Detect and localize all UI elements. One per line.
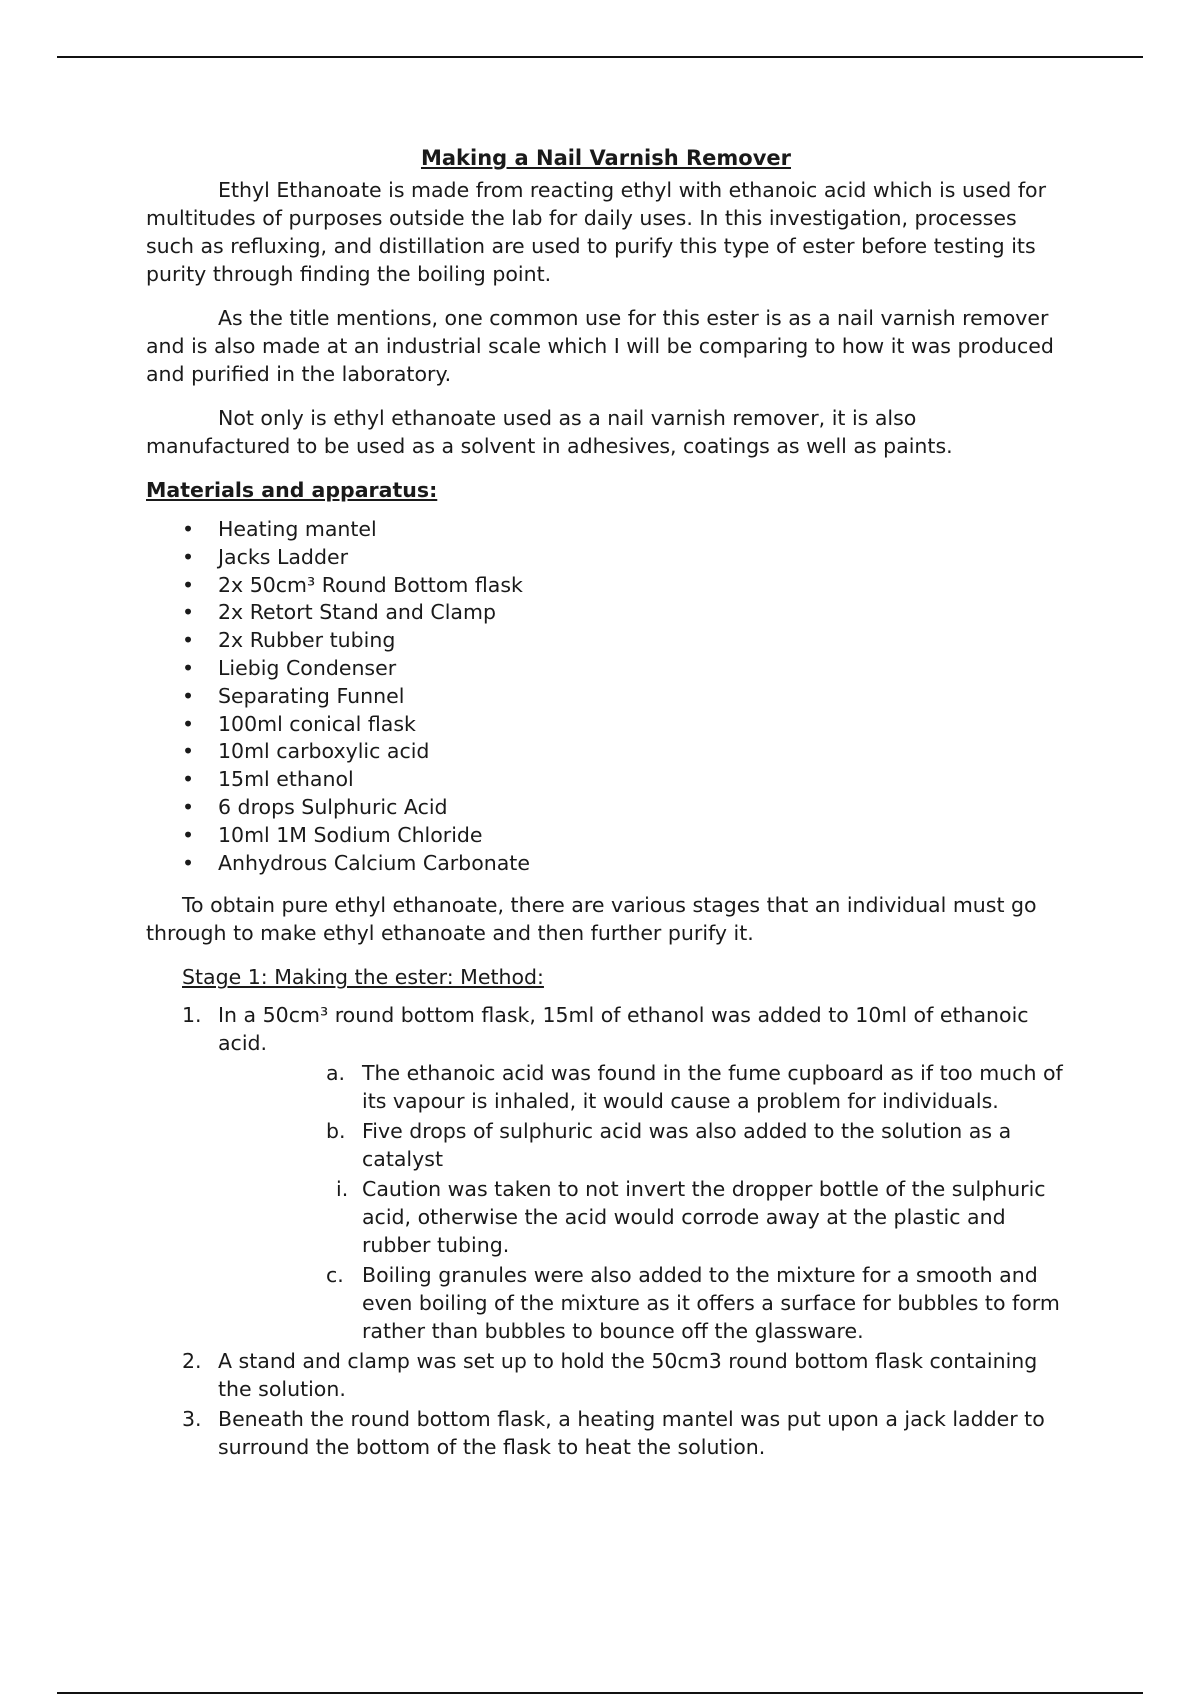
stage-1-heading: Stage 1: Making the ester: Method: (182, 965, 544, 990)
method-substep (218, 1059, 1066, 1115)
step-marker: 1. (182, 1003, 202, 1028)
materials-list-item: • Heating mantel (146, 516, 1066, 544)
substep-text: Five drops of sulphuric acid was also added to the solution as a catalyst (362, 1119, 1012, 1172)
footer-rule (57, 1692, 1143, 1694)
method-step (146, 1405, 1066, 1461)
materials-list-item: • 6 drops Sulphuric Acid (146, 794, 1066, 822)
materials-list-item: • 15ml ethanol (146, 766, 1066, 794)
method-list (146, 1001, 1066, 1461)
step-text: Beneath the round bottom flask, a heating mantel was put upon a jack ladder to surround the bottom of the flask to heat the solution. (218, 1407, 1045, 1460)
materials-list-item: • Separating Funnel (146, 683, 1066, 711)
materials-list-item: • Jacks Ladder (146, 544, 1066, 572)
intro-paragraph: As the title mentions, one common use for this ester is as a nail varnish remover and is also made at an industrial scale which I will be comparing to how it was produced and purified in the laboratory. (146, 306, 1054, 386)
substep-text: Boiling granules were also added to the mixture for a smooth and even boiling of the mixture as it offers a surface for bubbles to form rather than bubbles to bounce off the glassware. (362, 1263, 1060, 1344)
materials-list-item: • 10ml carboxylic acid (146, 738, 1066, 766)
intro-paragraph: Ethyl Ethanoate is made from reacting ethyl with ethanoic acid which is used for multitudes of purposes outside the lab for daily uses. In this investigation, processes such as refluxing, and distillation are used to purify this type of ester before testing its purity through finding the boiling point. (146, 178, 1047, 286)
step-text: In a 50cm³ round bottom flask, 15ml of ethanol was added to 10ml of ethanoic acid. (218, 1003, 1029, 1056)
step-text: A stand and clamp was set up to hold the 50cm3 round bottom flask containing the solution. (218, 1349, 1038, 1402)
materials-list-item: • 100ml conical flask (146, 711, 1066, 739)
sub-substep-text: Caution was taken to not invert the dropper bottle of the sulphuric acid, otherwise the acid would corrode away at the plastic and rubber tubing. (362, 1177, 1046, 1258)
document-body (146, 144, 1066, 1463)
substep-marker: b. (326, 1119, 346, 1144)
materials-heading: Materials and apparatus: (146, 478, 438, 502)
sub-substep-marker: i. (336, 1177, 349, 1202)
substep-text: The ethanoic acid was found in the fume cupboard as if too much of its vapour is inhaled, it would cause a problem for individuals. (362, 1061, 1063, 1114)
substep-marker: a. (326, 1061, 346, 1086)
materials-list-item: • 2x Rubber tubing (146, 627, 1066, 655)
method-substep (218, 1117, 1066, 1259)
substep-marker: c. (326, 1263, 344, 1288)
materials-list (146, 516, 1066, 877)
step-marker: 2. (182, 1349, 202, 1374)
materials-list-item: • Liebig Condenser (146, 655, 1066, 683)
method-step (146, 1001, 1066, 1345)
method-sub-substep (290, 1175, 1066, 1259)
method-step (146, 1347, 1066, 1403)
intro-paragraph: Not only is ethyl ethanoate used as a nail varnish remover, it is also manufactured to be used as a solvent in adhesives, coatings as well as paints. (146, 406, 953, 458)
stages-intro-paragraph: To obtain pure ethyl ethanoate, there are various stages that an individual must go through to make ethyl ethanoate and then further purify it. (146, 893, 1037, 946)
header-rule (57, 56, 1143, 58)
materials-list-item: • 2x Retort Stand and Clamp (146, 599, 1066, 627)
materials-list-item: • 2x 50cm³ Round Bottom flask (146, 572, 1066, 600)
materials-list-item: • Anhydrous Calcium Carbonate (146, 850, 1066, 878)
step-marker: 3. (182, 1407, 202, 1432)
materials-list-item: • 10ml 1M Sodium Chloride (146, 822, 1066, 850)
document-title: Making a Nail Varnish Remover (420, 146, 791, 170)
method-substep (218, 1261, 1066, 1345)
